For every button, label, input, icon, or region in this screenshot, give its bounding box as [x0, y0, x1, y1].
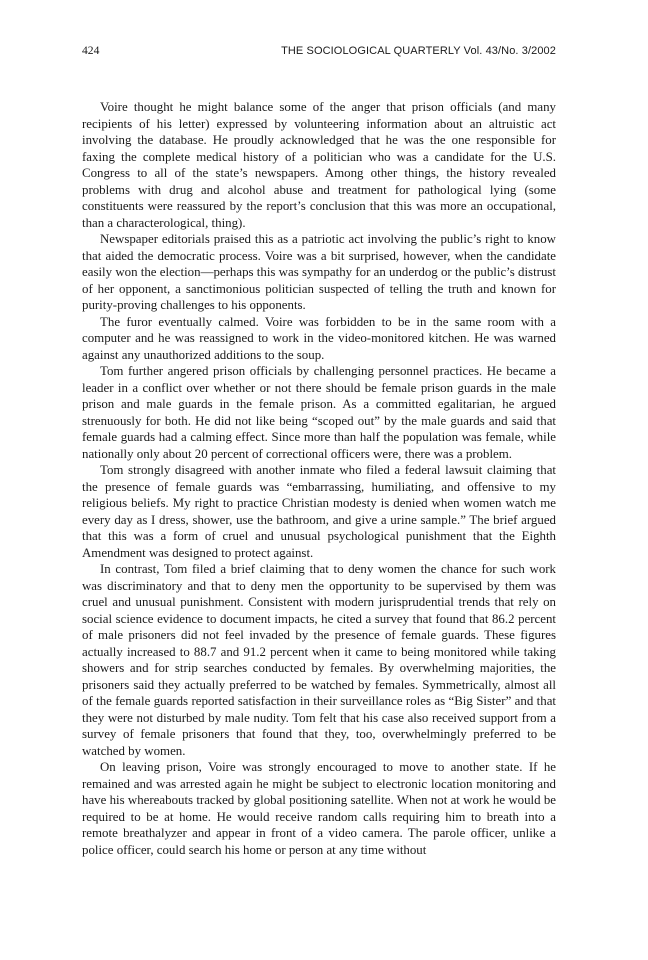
page-header: [82, 42, 556, 60]
paragraph: On leaving prison, Voire was strongly encouraged to move to another state. If he remained and was arrested again he might be subject to electronic location monitoring and have his whereabouts tracked by global positioning satellite. When not at work he would be required to be at home. He would receive random calls requiring him to breath into a remote breathalyzer and appear in front of a video camera. The parole officer, unlike a police officer, could search his home or person at any time without: [82, 760, 556, 857]
paragraph: Voire thought he might balance some of the anger that prison officials (and many recipients of his letter) expressed by volunteering information about an altruistic act involving the database. He proudly acknowledged that he was the one responsible for faxing the complete medical history of a politician who was a candidate for the U.S. Congress to all of the state’s newspapers. Among other things, the history revealed problems with drug and alcohol abuse and treatment for pathological lying (some constituents were reassured by the report’s conclusion that this was more an occupational, than a characterological, thing).: [82, 100, 556, 230]
running-head: THE SOCIOLOGICAL QUARTERLY Vol. 43/No. 3/2002: [281, 45, 556, 57]
paragraph: The furor eventually calmed. Voire was forbidden to be in the same room with a computer and he was reassigned to work in the video-monitored kitchen. He was warned against any unauthorized additions to the soup.: [82, 314, 556, 362]
body-text: [82, 99, 556, 858]
paragraph: Tom further angered prison officials by challenging personnel practices. He became a leader in a conflict over whether or not there should be female prison guards in the male prison and male guards in the female prison. As a committed egalitarian, he argued strenuously for both. He did not like being “scoped out” by the male guards and said that female guards had a calming effect. Since more than half the population was female, while nationally only about 20 percent of correctional officers were, there was a problem.: [82, 364, 556, 461]
page-number: 424: [82, 44, 100, 57]
paragraph: In contrast, Tom filed a brief claiming that to deny women the chance for such work was discriminatory and that to deny men the opportunity to be supervised by them was cruel and unusual punishment. Consistent with modern jurisprudential trends that rely on social science evidence to document impacts, he cited a survey that found that 86.2 percent of male prisoners did not feel invaded by the presence of female guards. These figures actually increased to 88.7 and 91.2 percent when it came to being monitored while taking showers and for strip searches conducted by females. By overwhelming majorities, the prisoners said they actually preferred to be watched by females. Symmetrically, almost all of the female guards reported satisfaction in their surveillance roles as “Big Sister” and that they were not disturbed by male nudity. Tom felt that his case also received support from a survey of female prisoners that found that they, too, overwhelmingly preferred to be watched by women.: [82, 562, 556, 758]
paragraph: Tom strongly disagreed with another inmate who filed a federal lawsuit claiming that the presence of female guards was “embarrassing, humiliating, and offensive to my religious beliefs. My right to practice Christian modesty is denied when women watch me every day as I dress, shower, use the bathroom, and give a urine sample.” The brief argued that this was a form of cruel and unusual psychological punishment that the Eighth Amendment was designed to protect against.: [82, 463, 556, 560]
paragraph: Newspaper editorials praised this as a patriotic act involving the public’s right to know that aided the democratic process. Voire was a bit surprised, however, when the candidate easily won the election—perhaps this was sympathy for an underdog or the public’s distrust of her opponent, a sanctimonious politician suspected of telling the truth and known for purity-proving challenges to his opponents.: [82, 232, 556, 312]
